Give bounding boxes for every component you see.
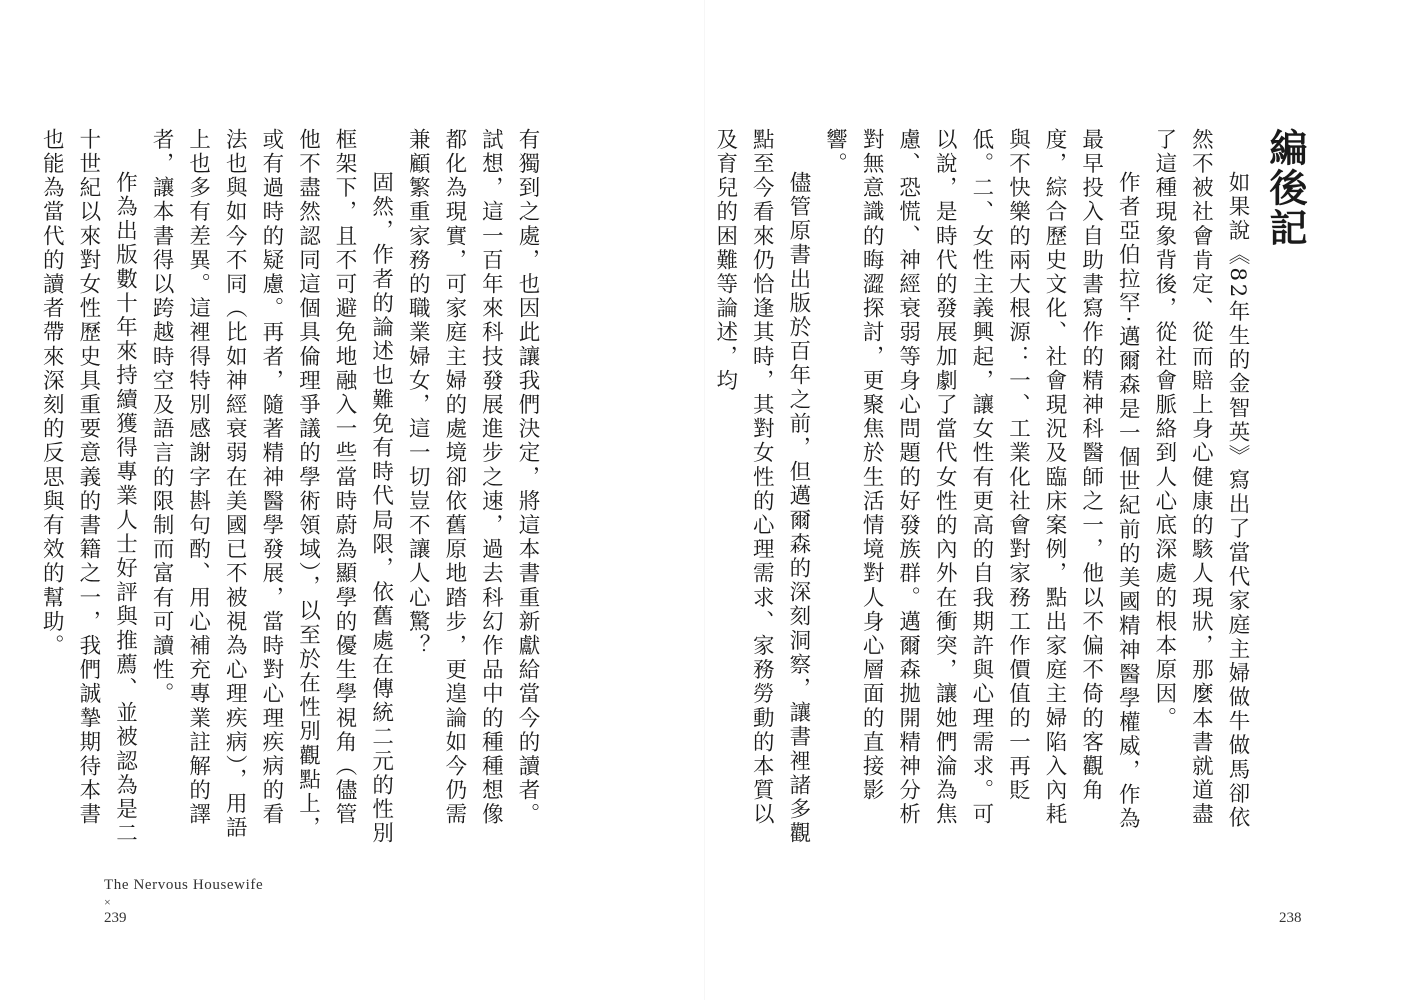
paragraph: 作者亞伯拉罕‧邁爾森是一個世紀前的美國精神醫學權威，作為最早投入自助書寫作的精神科醫師之一，他以不偏不倚的客觀角度，綜合歷史文化、社會現況及臨床案例，點出家庭主婦陷入內耗與不快樂的兩大根源：一、工業化社會對家務工作價值的一再貶低。二、女性主義興起，讓女性有更高的自我期許與心理需求。可以說，是時代的發展加劇了當代女性的內外在衝突，讓她們淪為焦慮、恐慌、神經衰弱等身心問題的好發族群。邁爾森拋開精神分析對無意識的晦澀探討，更聚焦於生活情境對人身心層面的直接影響。	[822, 128, 1141, 832]
paragraph: 有獨到之處，也因此讓我們決定，將這本書重新獻給當今的讀者。試想，這一百年來科技發展進步之速，過去科幻作品中的種種想像都化為現實，可家庭主婦的處境卻依舊原地踏步，更遑論如今仍需兼顧繁重家務的職業婦女，這一切豈不讓人心驚？	[405, 128, 540, 827]
folio-separator: ×	[104, 895, 111, 909]
right-page-body	[712, 128, 1255, 848]
page-number-left: 239	[104, 910, 127, 926]
paragraph: 作為出版數十年來持續獲得專業人士好評與推薦、並被認為是二十世紀以來對女性歷史具重要意義的書籍之一，我們誠摯期待本書也能為當代的讀者帶來深刻的反思與有效的幫助。	[39, 128, 138, 846]
left-page-body	[39, 128, 545, 848]
page-gutter	[704, 0, 705, 1000]
running-title: The Nervous Housewife	[104, 877, 264, 893]
paragraph: 儘管原書出版於百年之前，但邁爾森的深刻洞察，讓書裡諸多觀點至今看來仍恰逢其時，其對女性的心理需求、家務勞動的本質以及育兒的困難等論述，均	[712, 128, 811, 846]
paragraph: 如果說《82年生的金智英》寫出了當代家庭主婦做牛做馬卻依然不被社會肯定、從而賠上身心健康的駭人現狀，那麼本書就道盡了這種現象背後，從社會脈絡到人心底深處的根本原因。	[1151, 128, 1250, 831]
paragraph: 固然，作者的論述也難免有時代局限，依舊處在傳統二元的性別框架下，且不可避免地融入一些當時蔚為顯學的優生學視角（儘管他不盡然認同這個具倫理爭議的學術領域），以至於在性別觀點上，或有過時的疑慮。再者，隨著精神醫學發展，當時對心理疾病的看法也與如今不同（比如神經衰弱在美國已不被視為心理疾病），用語上也多有差異。這裡得特別感謝字斟句酌、用心補充專業註解的譯者，讓本書得以跨越時空及語言的限制而富有可讀性。	[149, 128, 394, 846]
chapter-heading: 編後記	[1263, 128, 1307, 248]
page-number-right: 238	[1279, 910, 1302, 926]
